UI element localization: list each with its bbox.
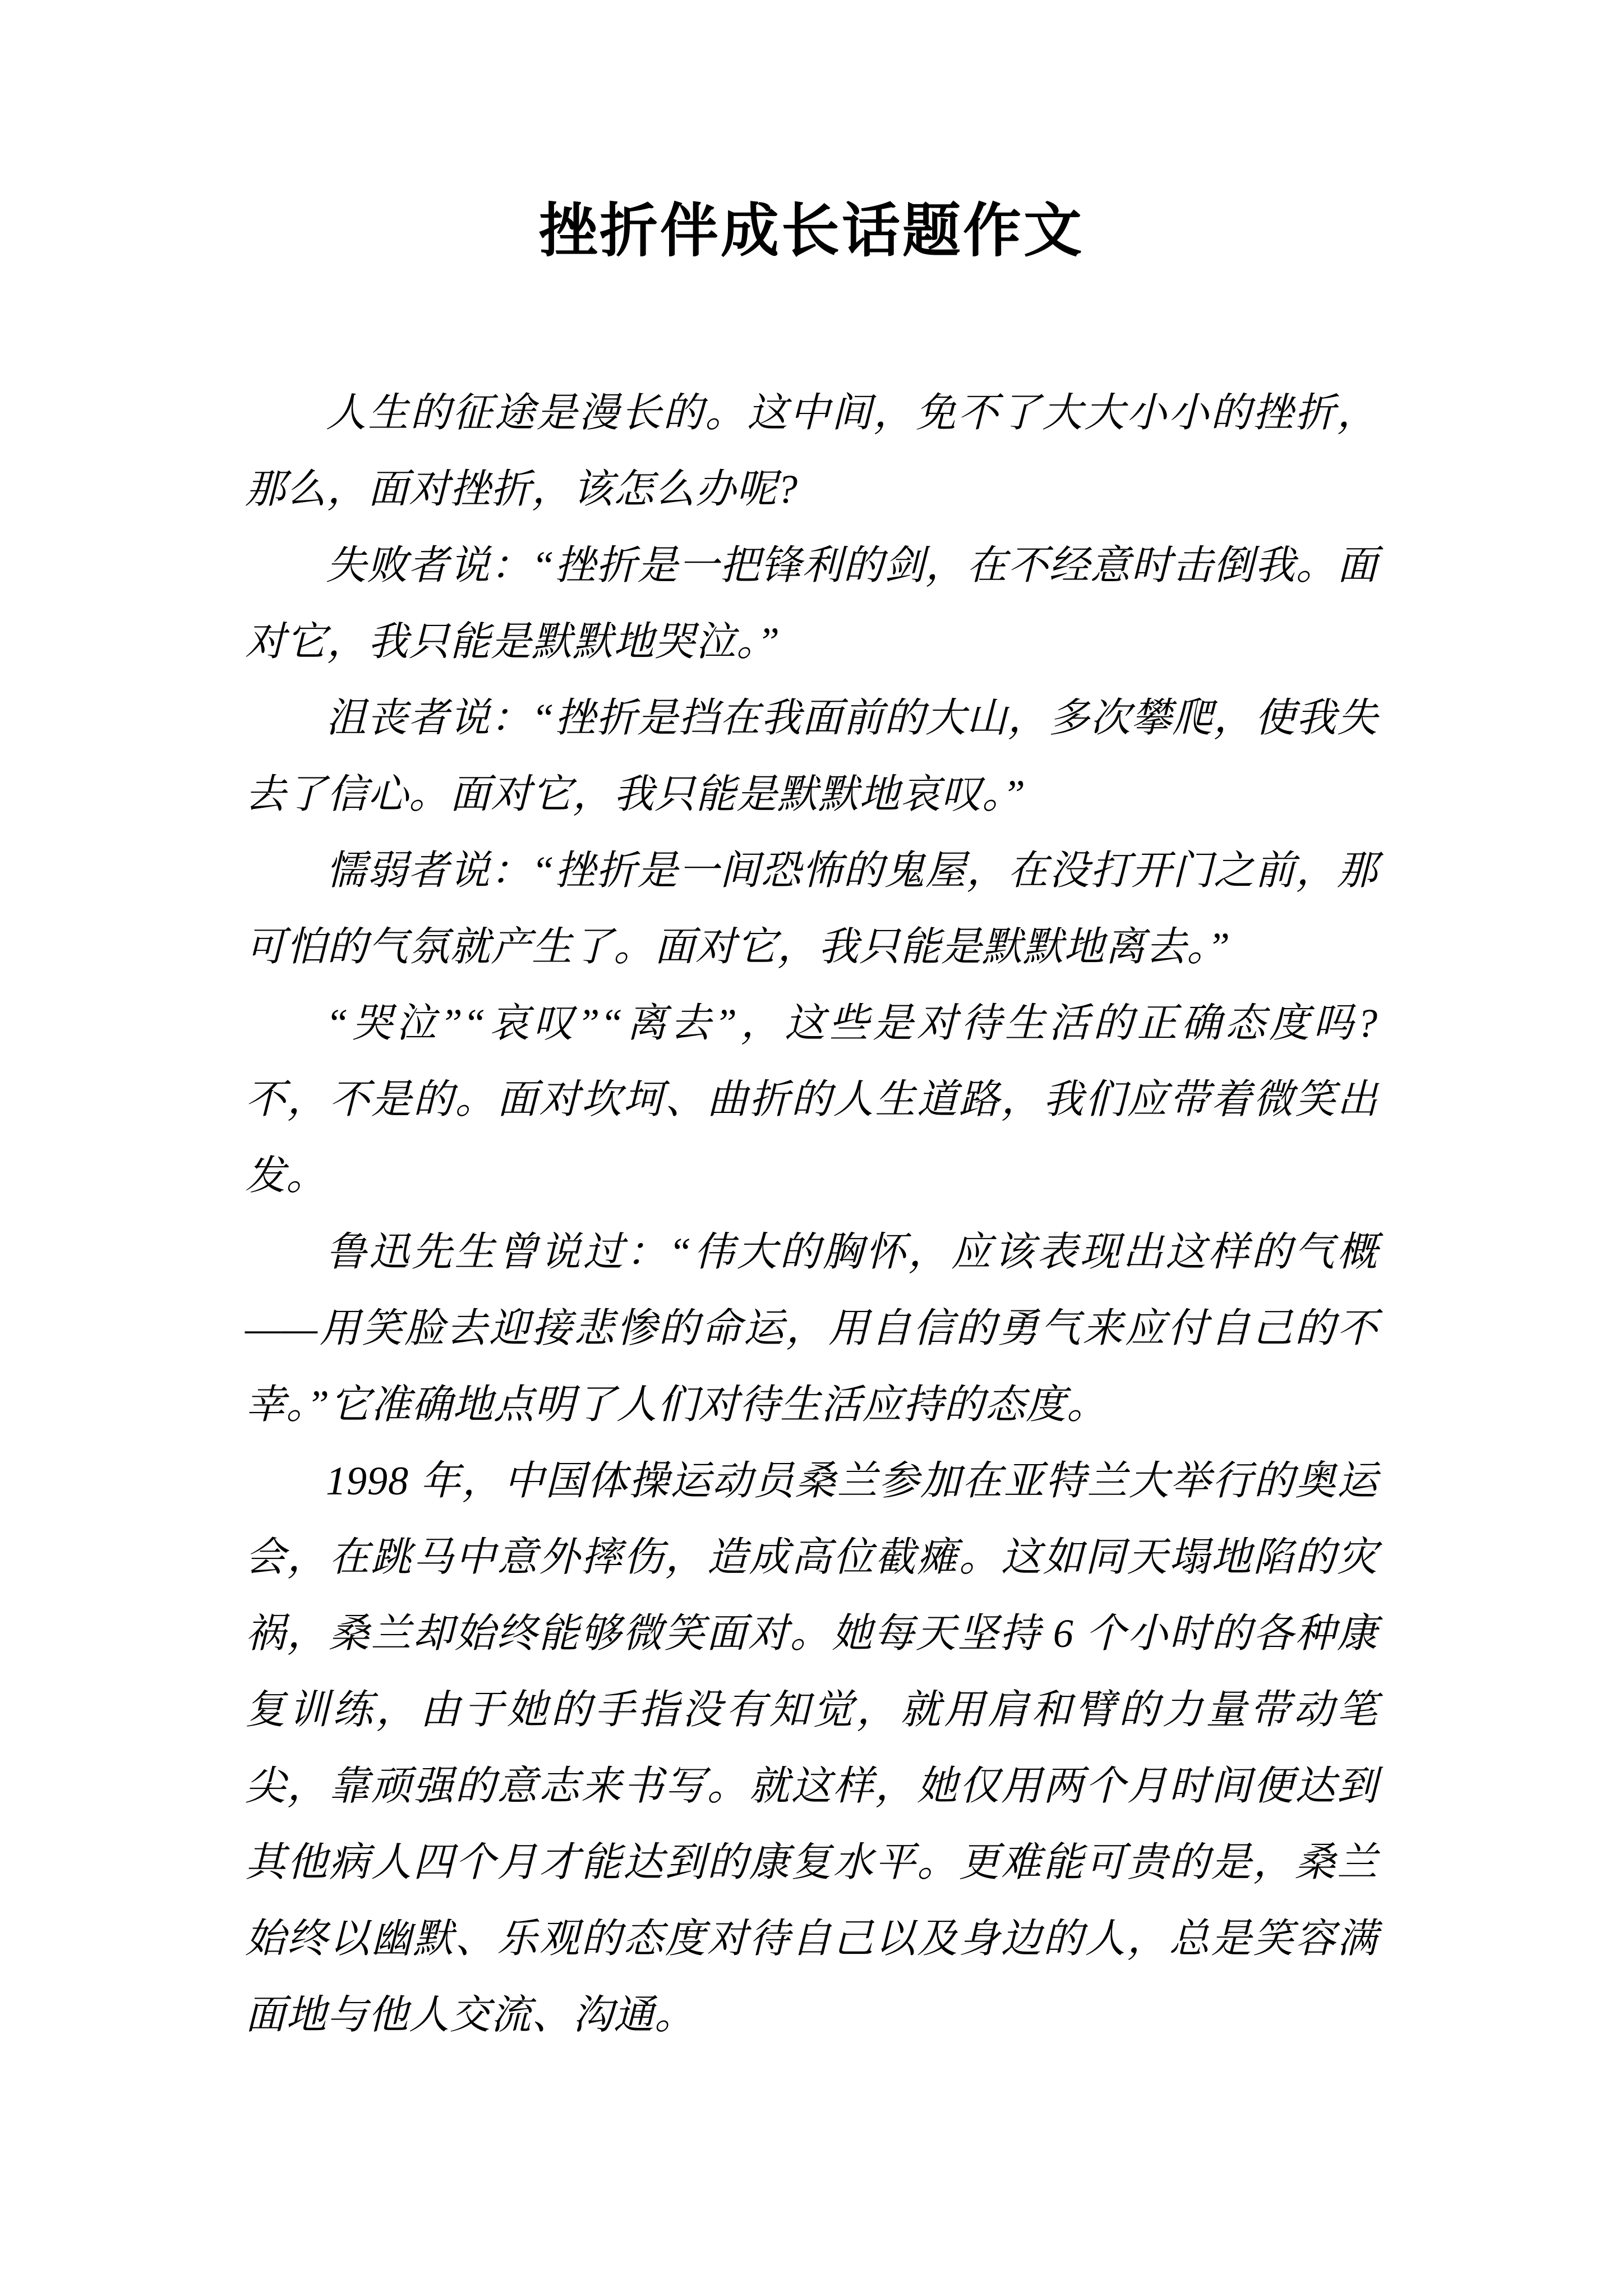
- essay-body: [245, 375, 1378, 2053]
- essay-paragraph-coward-quote: 懦弱者说：“挫折是一间恐怖的鬼屋，在没打开门之前，那可怕的气氛就产生了。面对它，我只能是默默地离去。”: [245, 848, 1378, 969]
- essay-paragraph-luxun-quote: 鲁迅先生曾说过：“伟大的胸怀，应该表现出这样的气概——用笑脸去迎接悲惨的命运，用自信的勇气来应付自己的不幸。”它准确地点明了人们对待生活应持的态度。: [245, 1230, 1378, 1427]
- essay-title: 挫折伴成长话题作文: [538, 199, 1084, 264]
- essay-paragraph-dejected-quote: 沮丧者说：“挫折是挡在我面前的大山，多次攀爬，使我失去了信心。面对它，我只能是默默地哀叹。”: [245, 696, 1378, 817]
- essay-paragraph-sanglan-story: 1998 年，中国体操运动员桑兰参加在亚特兰大举行的奥运会，在跳马中意外摔伤，造成高位截瘫。这如同天塌地陷的灾祸，桑兰却始终能够微笑面对。她每天坚持 6 个小时的各种康复训练，由于她的手指没有知觉，就用肩和臂的力量带动笔尖，靠顽强的意志来书写。就这样，她仅用两个月时间便达到其他病人四个月才能达到的康复水平。更难能可贵的是，桑兰始终以幽默、乐观的态度对待自己以及身边的人，总是笑容满面地与他人交流、沟通。: [245, 1458, 1378, 2037]
- essay-paragraph-attitude: “哭泣”“哀叹”“离去”，这些是对待生活的正确态度吗?不，不是的。面对坎坷、曲折的人生道路，我们应带着微笑出发。: [245, 1001, 1378, 1198]
- essay-paragraph-intro: 人生的征途是漫长的。这中间，免不了大大小小的挫折，那么，面对挫折，该怎么办呢?: [245, 390, 1378, 512]
- essay-paragraph-loser-quote: 失败者说：“挫折是一把锋利的剑，在不经意时击倒我。面对它，我只能是默默地哭泣。”: [245, 543, 1378, 664]
